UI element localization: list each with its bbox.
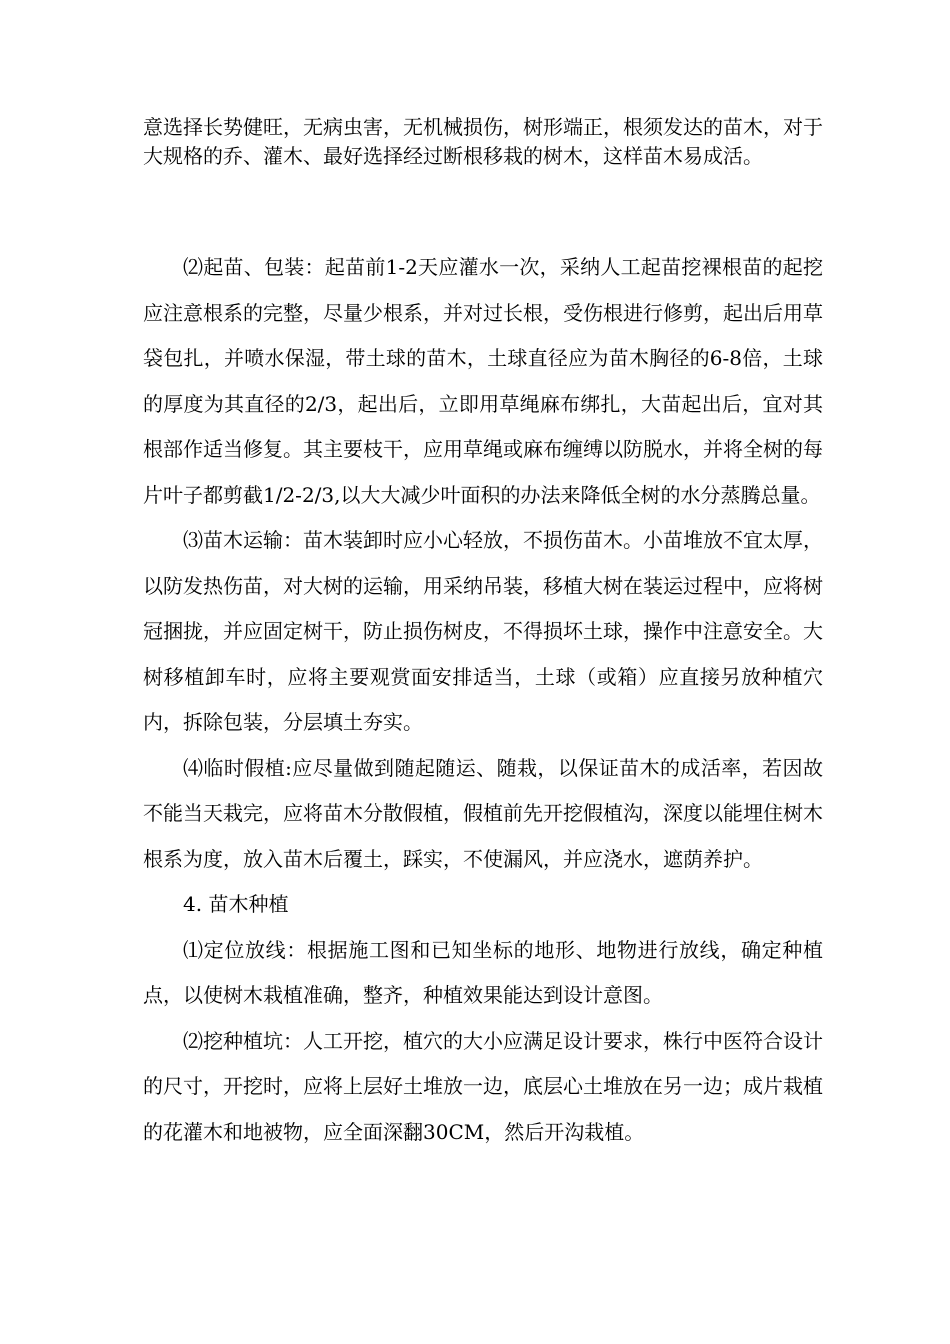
section-heading: 4. 苗木种植 bbox=[183, 892, 289, 916]
paragraph-seedling-transport: ⑶苗木运输：苗木装卸时应小心轻放，不损伤苗木。小苗堆放不宜太厚，以防发热伤苗，对大树的运输，用采纳吊装，移植大树在装运过程中，应将树冠捆拢，并应固定树干，防止损伤树皮，不得损坏土球，操作中注意安全。大树移植卸车时，应将主要观赏面安排适当，土球（或箱）应直接另放种植穴内，拆除包装，分层填土夯实。 bbox=[143, 528, 823, 734]
document-body bbox=[143, 245, 823, 1155]
paragraph-seedling-lifting: ⑵起苗、包装：起苗前1-2天应灌水一次，采纳人工起苗挖裸根苗的起挖应注意根系的完整，尽量少根系，并对过长根，受伤根进行修剪，起出后用草袋包扎，并喷水保湿，带土球的苗木，土球直径应为苗木胸径的6-8倍，土球的厚度为其直径的2/3，起出后，立即用草绳麻布绑扎，大苗起出后，宜对其根部作适当修复。其主要枝干，应用草绳或麻布缠缚以防脱水，并将全树的每片叶子都剪截1/2-2/3,以大大减少叶面积的办法来降低全树的水分蒸腾总量。 bbox=[143, 255, 823, 507]
intro-paragraph: 意选择长势健旺，无病虫害，无机械损伤，树形端正，根须发达的苗木，对于大规格的乔、灌木、最好选择经过断根移栽的树木，这样苗木易成活。 bbox=[143, 115, 823, 168]
paragraph-temporary-heeling-in: ⑷临时假植:应尽量做到随起随运、随栽，以保证苗木的成活率，若因故不能当天栽完，应将苗木分散假植，假植前先开挖假植沟，深度以能埋住树木根系为度，放入苗木后覆土，踩实，不使漏风，并应浇水，遮荫养护。 bbox=[143, 755, 823, 871]
paragraph-digging-pits: ⑵挖种植坑：人工开挖，植穴的大小应满足设计要求，株行中医符合设计的尺寸，开挖时，应将上层好土堆放一边，底层心土堆放在另一边；成片栽植的花灌木和地被物，应全面深翻30CM，然后开沟栽植。 bbox=[143, 1028, 823, 1144]
paragraph-positioning-layout: ⑴定位放线：根据施工图和已知坐标的地形、地物进行放线，确定种植点，以使树木栽植准确，整齐，种植效果能达到设计意图。 bbox=[143, 937, 823, 1007]
